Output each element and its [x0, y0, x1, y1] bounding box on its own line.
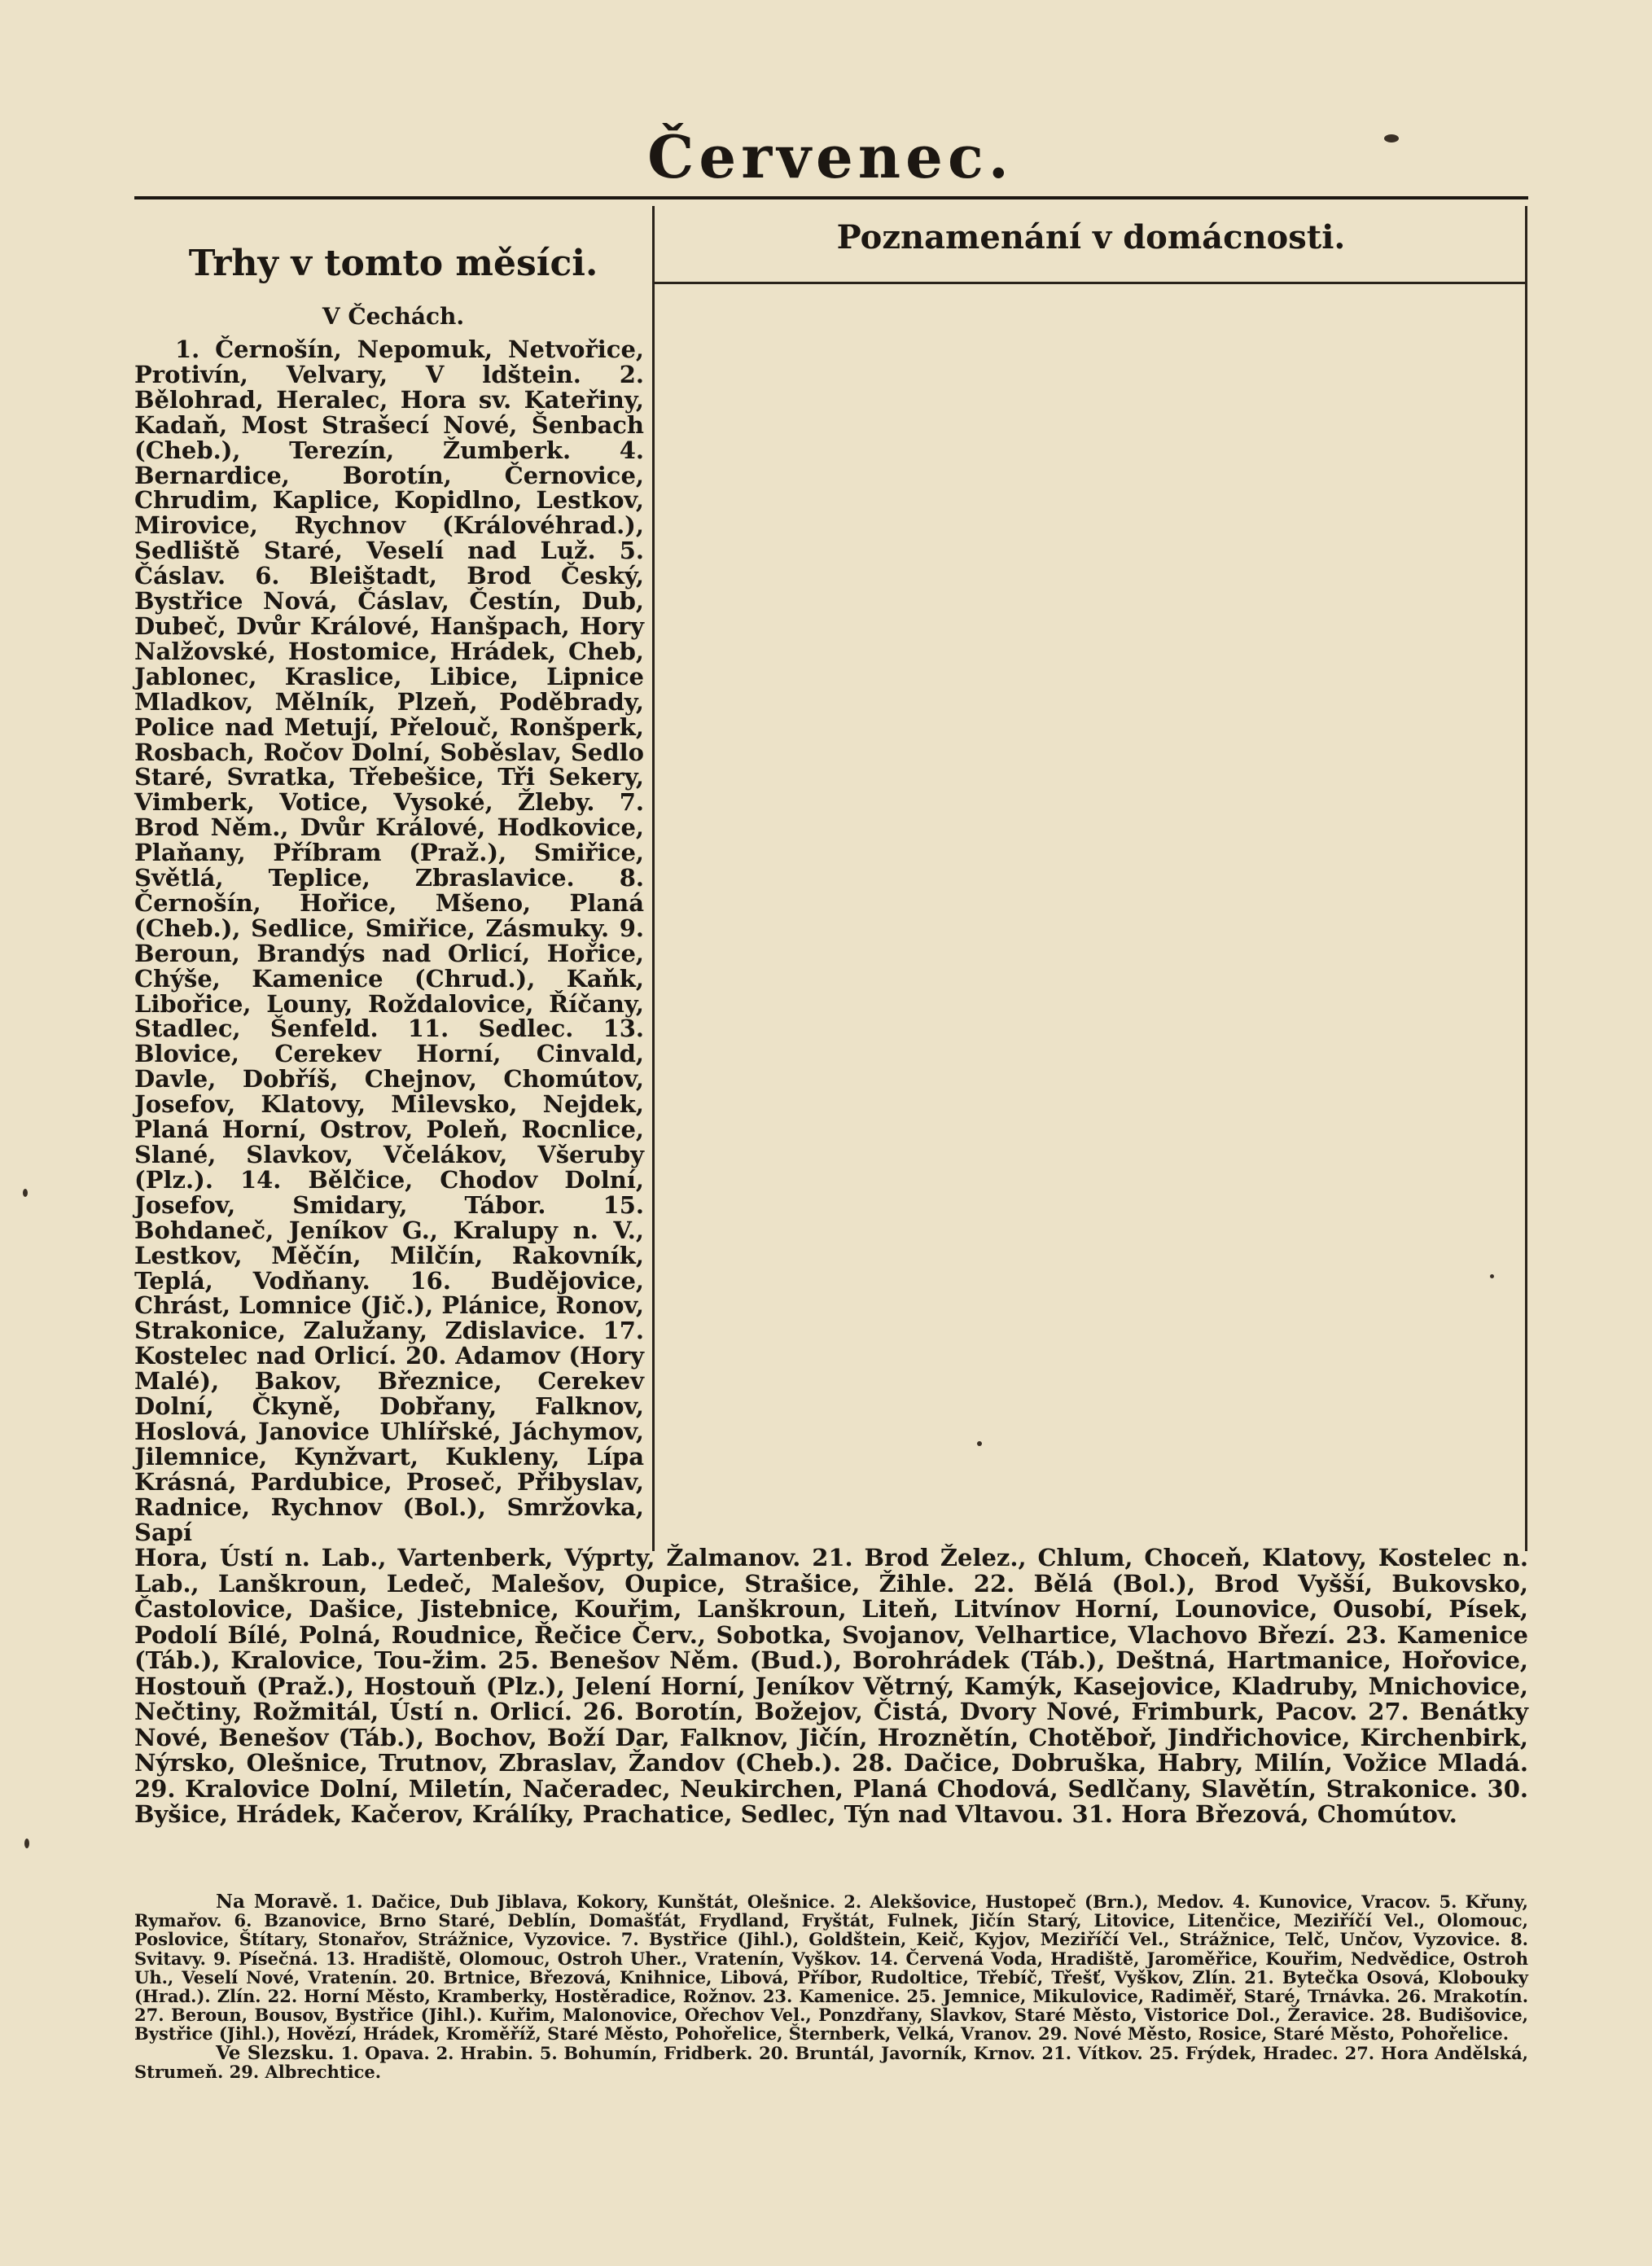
- region-silesia-heading: Ve Slezsku.: [216, 2041, 335, 2064]
- column-divider: [652, 206, 655, 1551]
- title-rule: [134, 196, 1528, 199]
- region-moravia-heading: Na Moravě.: [216, 1891, 339, 1913]
- moravia-silesia-markets: [134, 1892, 1528, 2081]
- ink-speck: [1384, 134, 1399, 142]
- silesia-markets-text: 1. Opava. 2. Hrabin. 5. Bohumín, Fridberk. 20. Bruntál, Javorník, Krnov. 21. Vítkov. 25. Frýdek, Hradec. 27. Hora Andělská, Strumeň. 29. Albrechtice.: [134, 2042, 1528, 2082]
- moravia-paragraph: [134, 1892, 1528, 2044]
- moravia-markets-text: 1. Dačice, Dub Jiblava, Kokory, Kunštát, Olešnice. 2. Alekšovice, Hustopeč (Brn.), Medov. 4. Kunovice, Vracov. 5. Křuny, Rymařov. 6. Bzanovice, Brno Staré, Deblín, Domašťát, Frydland, Fryštát, Fulnek, Jičín Starý, Litovice, Litenčice, Meziříčí Vel., Olomouc, Poslovice, Štítary, Stonařov, Strážnice, Vyzovice. 7. Bystřice (Jihl.), Goldštein, Keič, Kyjov, Meziříčí Vel., Strážnice, Telč, Unčov, Vyzovice. 8. Svitavy. 9. Písečná. 13. Hradiště, Olomouc, Ostroh Uher., Vratenín, Vyškov. 14. Červená Voda, Hradiště, Jaroměřice, Kouřim, Nedvědice, Ostroh Uh., Veselí Nové, Vratenín. 20. Brtnice, Březová, Knihnice, Libová, Příbor, Rudoltice, Třebíč, Třešť, Vyškov, Zlín. 21. Bytečka Osová, Klobouky (Hrad.). Zlín. 22. Horní Město, Kramberky, Hostěradice, Rožnov. 23. Kamenice. 25. Jemnice, Mikulovice, Radiměř, Staré, Trnávka. 26. Mrakotín. 27. Beroun, Bousov, Bystřice (Jihl.). Kuřim, Malonovice, Ořechov Vel., Ponzdřany, Slavkov, Staré Město, Vistorice Dol., Žeravice. 28. Budišovice, Bystřice (Jihl.), Hovězí, Hrádek, Kroměříž, Staré Město, Pohořelice, Šternberk, Velká, Vranov. 29. Nové Město, Rosice, Staré Město, Pohořelice.: [134, 1891, 1528, 2045]
- ink-speck: [24, 1839, 29, 1848]
- ink-speck: [1490, 1274, 1494, 1278]
- silesia-paragraph: [134, 2041, 1528, 2082]
- region-bohemia-heading: V Čechách.: [322, 303, 465, 330]
- month-title: Červenec.: [647, 122, 1014, 191]
- ink-speck: [977, 1441, 982, 1446]
- notes-heading: Poznamenání v domácnosti.: [836, 218, 1346, 256]
- bohemia-markets-text-column: 1. Černošín, Nepomuk, Netvořice, Protivín, Velvary, V ldštein. 2. Bělohrad, Heralec, Hora sv. Kateřiny, Kadaň, Most Strašecí Nové, Šenbach (Cheb.), Terezín, Žumberk. 4. Bernardice, Borotín, Černovice, Chrudim, Kaplice, Kopidlno, Lestkov, Mirovice, Rychnov (Královéhrad.), Sedliště Staré, Veselí nad Luž. 5. Čáslav. 6. Bleištadt, Brod Český, Bystřice Nová, Čáslav, Čestín, Dub, Dubeč, Dvůr Králové, Hanšpach, Hory Nalžovské, Hostomice, Hrádek, Cheb, Jablonec, Kraslice, Libice, Lipnice Mladkov, Mělník, Plzeň, Poděbrady, Police nad Metují, Přelouč, Ronšperk, Rosbach, Ročov Dolní, Soběslav, Sedlo Staré, Svratka, Třebešice, Tři Sekery, Vimberk, Votice, Vysoké, Žleby. 7. Brod Něm., Dvůr Králové, Hodkovice, Plaňany, Příbram (Praž.), Smiřice, Světlá, Teplice, Zbraslavice. 8. Černošín, Hořice, Mšeno, Planá (Cheb.), Sedlice, Smiřice, Zásmuky. 9. Beroun, Brandýs nad Orlicí, Hořice, Chýše, Kamenice (Chrud.), Kaňk, Libořice, Louny, Roždalovice, Říčany, Stadlec, Šenfeld. 11. Sedlec. 13. Blovice, Cerekev Horní, Cinvald, Davle, Dobříš, Chejnov, Chomútov, Josefov, Klatovy, Milevsko, Nejdek, Planá Horní, Ostrov, Poleň, Rocnlice, Slané, Slavkov, Včelákov, Všeruby (Plz.). 14. Bělčice, Chodov Dolní, Josefov, Smidary, Tábor. 15. Bohdaneč, Jeníkov G., Kralupy n. V., Lestkov, Měčín, Milčín, Rakovník, Teplá, Vodňany. 16. Budějovice, Chrást, Lomnice (Jič.), Plánice, Ronov, Strakonice, Zalužany, Zdislavice. 17. Kostelec nad Orlicí. 20. Adamov (Hory Malé), Bakov, Březnice, Cerekev Dolní, Čkyně, Dobřany, Falknov, Hoslová, Janovice Uhlířské, Jáchymov, Jilemnice, Kynžvart, Kukleny, Lípa Krásná, Pardubice, Proseč, Přibyslav, Radnice, Rychnov (Bol.), Smržovka, Sapí: [134, 335, 644, 1546]
- notes-right-border: [1525, 206, 1527, 1551]
- markets-heading: Trhy v tomto měsíci.: [188, 243, 598, 284]
- notes-heading-rule: [655, 282, 1527, 284]
- ink-speck: [23, 1189, 28, 1197]
- bohemia-markets-text-continued: Hora, Ústí n. Lab., Vartenberk, Výprty, Žalmanov. 21. Brod Želez., Chlum, Choceň, Klatovy, Kostelec n. Lab., Lanškroun, Ledeč, Malešov, Oupice, Strašice, Žihle. 22. Bělá (Bol.), Brod Vyšší, Bukovsko, Častolovice, Dašice, Jistebnice, Kouřim, Lanškroun, Liteň, Litvínov Horní, Lounovice, Ousobí, Písek, Podolí Bílé, Polná, Roudnice, Řečice Červ., Sobotka, Svojanov, Velhartice, Vlachovo Březí. 23. Kamenice (Táb.), Kralovice, Tou-žim. 25. Benešov Něm. (Bud.), Borohrádek (Táb.), Deštná, Hartmanice, Hořovice, Hostouň (Praž.), Hostouň (Plz.), Jelení Horní, Jeníkov Větrný, Kamýk, Kasejovice, Kladruby, Mnichovice, Nečtiny, Rožmitál, Ústí n. Orlicí. 26. Borotín, Božejov, Čistá, Dvory Nové, Frimburk, Pacov. 27. Benátky Nové, Benešov (Táb.), Bochov, Boží Dar, Falknov, Jičín, Hroznětín, Chotěboř, Jindřichovice, Kirchenbirk, Nýrsko, Olešnice, Trutnov, Zbraslav, Žandov (Cheb.). 28. Dačice, Dobruška, Habry, Milín, Vožice Mladá. 29. Kralovice Dolní, Miletín, Načeradec, Neukirchen, Planá Chodová, Sedlčany, Slavětín, Strakonice. 30. Byšice, Hrádek, Kačerov, Králíky, Prachatice, Sedlec, Týn nad Vltavou. 31. Hora Březová, Chomútov.: [134, 1544, 1528, 1828]
